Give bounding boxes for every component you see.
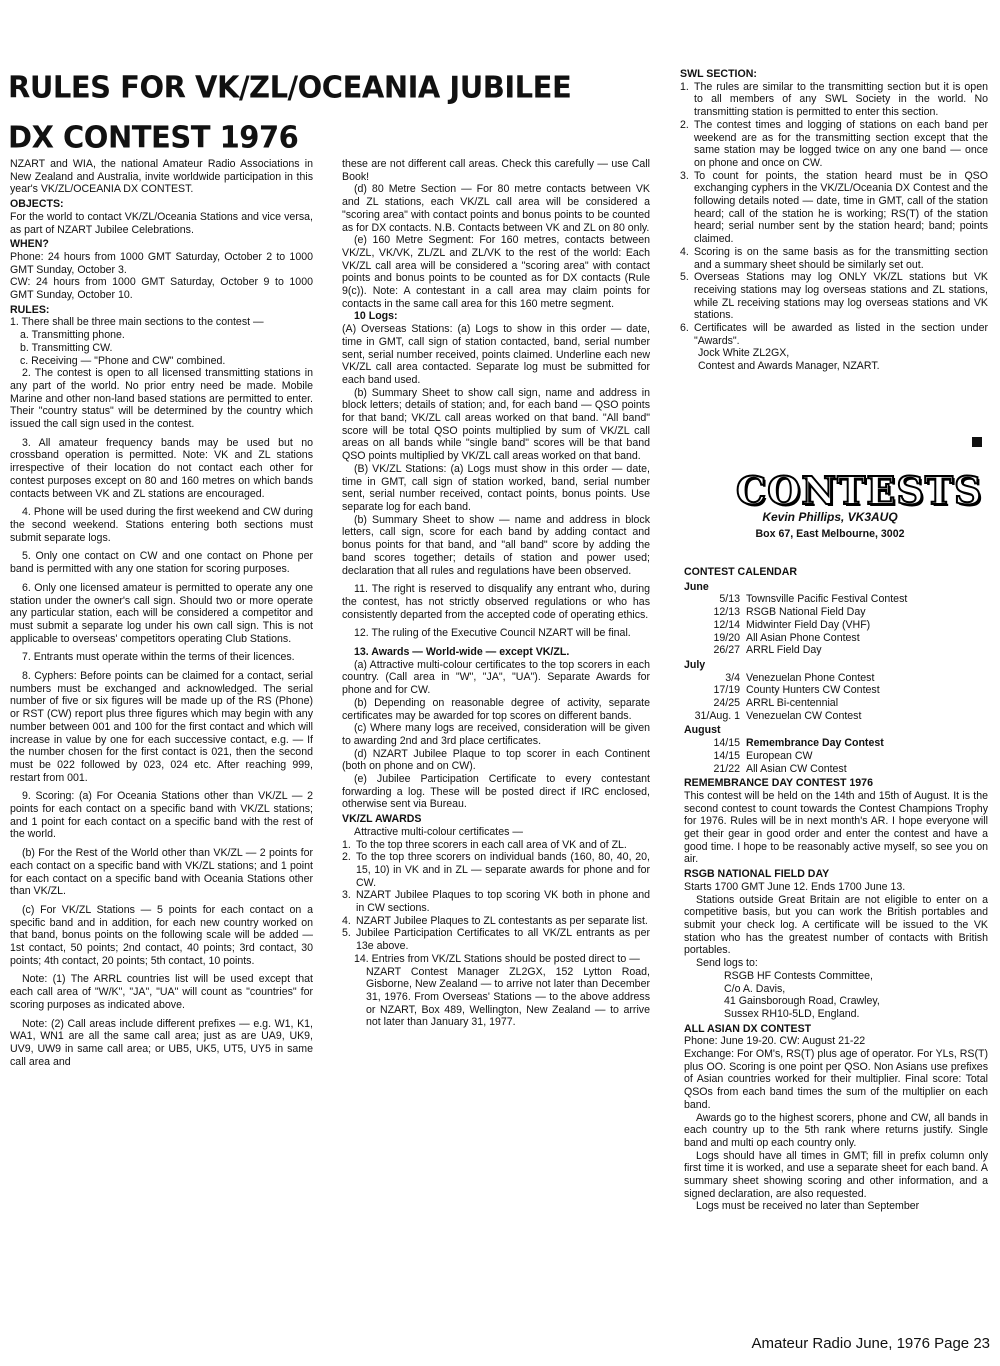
column-middle <box>342 158 650 1029</box>
calendar-entry <box>684 750 988 763</box>
rsgb-send-logs: Send logs to: <box>696 957 758 970</box>
calendar-date: 14/15 <box>713 749 740 762</box>
rule-9e: (e) 160 Metre Segment: For 160 metres, contacts between VK/ZL, VK/VK, ZL/ZL and ZL/VK to the rest of the world: Each VK/ZL call area will be considered a "scoring area" with contact points and bonus points to be counted as for DX contacts (Rule 9(c)). Note: A contestant in a call area may claim points for contacts in the same call area for this 160 metre segment. <box>342 234 650 310</box>
rule-13c: (c) Where many logs are received, consideration will be given to awarding 2nd and 3rd place certificates. <box>342 722 650 747</box>
contests-logo: CONTESTS <box>736 468 983 513</box>
calendar-event: Remembrance Day Contest <box>746 737 884 750</box>
calendar-entry <box>684 644 988 657</box>
calendar-date: 12/13 <box>713 606 740 619</box>
calendar-event: ARRL Bi-centennial <box>746 697 839 710</box>
all-asian-logs: Logs should have all times in GMT; fill in prefix column only first time it is worked, and use a separate sheet for each band. A summary sheet showing scoring and other information, and a signed declaration, are also requested. <box>684 1149 988 1200</box>
rule-14: 14. Entries from VK/ZL Stations should be posted direct to — <box>354 952 640 965</box>
rule-2: 2. The contest is open to all licensed transmitting stations in any part of the world. No prior entry need be made. Mobile Marine and other non-land based stations are permitted to enter. Their "country status" will be determined by the country which issued the call sign used in the contest. <box>10 367 313 431</box>
note-2: Note: (2) Call areas include different prefixes — e.g. W1, K1, WA1, WN1 are all the same call area; just as are UA9, UK9, UV9, UW9 in same call area; or UB5, UK5, UT5, UY5 in same call area and <box>10 1017 313 1068</box>
calendar-entry <box>684 737 988 750</box>
vkzl-award-5: 5. Jubilee Participation Certificates to all VK/ZL entrants as per 13e above. <box>342 927 650 953</box>
vkzl-award-2: 2. To the top three scorers on individual bands (160, 80, 40, 20, 15, 10) in VK and in ZL — separate awards for phone and for CW. <box>342 851 650 889</box>
calendar-date: 17/19 <box>713 684 740 697</box>
title-line-1: RULES FOR VK/ZL/OCEANIA JUBILEE <box>8 68 572 105</box>
rule-9-continued: these are not different call areas. Check this carefully — use Call Book! <box>342 158 650 183</box>
rule-9a: 9. Scoring: (a) For Oceania Stations other than VK/ZL — 2 points for each contact on a specific band with VK/ZL stations; and 1 point for each contact on a specific band with the rest of the world. <box>10 790 313 841</box>
rsgb-address-line: Sussex RH10-5LD, England. <box>724 1007 860 1020</box>
rule-1a: a. Transmitting phone. <box>20 329 125 342</box>
calendar-event: All Asian CW Contest <box>746 762 847 775</box>
end-of-article-mark <box>972 437 982 447</box>
rule-5: 5. Only one contact on CW and one contact on Phone per band is permitted with any one station for scoring purposes. <box>10 550 313 576</box>
phone-dates: Phone: 24 hours from 1000 GMT Saturday, October 2 to 1000 GMT Sunday, October 3. <box>10 250 313 276</box>
calendar-event: RSGB National Field Day <box>746 606 866 619</box>
rule-1: 1. There shall be three main sections to the contest — <box>10 316 264 329</box>
all-asian-awards: Awards go to the highest scorers, phone and CW, all bands in each country up to the 5th rank where returns justify. Single band and multi op each country only. <box>684 1111 988 1149</box>
month-august: August <box>684 724 721 737</box>
swl-rule-5: 5. Overseas Stations may log ONLY VK/ZL stations but VK receiving stations may log overseas stations and ZL stations, while ZL receiving stations may log overseas stations and VK stations. <box>680 271 988 322</box>
calendar-date: 26/27 <box>713 644 740 657</box>
calendar-event: Venezuelan CW Contest <box>746 709 862 722</box>
rule-13b: (b) Depending on reasonable degree of activity, separate certificates may be awarded for top scores on different bands. <box>342 696 650 722</box>
all-asian-deadline: Logs must be received no later than September <box>696 1200 920 1213</box>
rule-12: 12. The ruling of the Executive Council NZART will be final. <box>354 627 631 640</box>
all-asian-dates: Phone: June 19-20. CW: August 21-22 <box>684 1035 866 1048</box>
rsgb-address-line: C/o A. Davis, <box>724 982 786 995</box>
calendar-entry <box>684 593 988 606</box>
month-june: June <box>684 580 709 593</box>
swl-heading: SWL SECTION: <box>680 68 757 80</box>
calendar-event: Midwinter Field Day (VHF) <box>746 618 871 631</box>
contests-column <box>684 564 988 1213</box>
author-address: Box 67, East Melbourne, 3002 <box>755 528 905 540</box>
calendar-event: ARRL Field Day <box>746 644 822 657</box>
rules-heading: RULES: <box>10 303 50 316</box>
calendar-date: 12/14 <box>713 618 740 631</box>
rsgb-address <box>684 970 988 1021</box>
column-author: Kevin Phillips, VK3AUQ <box>762 510 898 524</box>
intro-paragraph: NZART and WIA, the national Amateur Radio Associations in New Zealand and Australia, invite worldwide participation in this year's VK/ZL/OCEANIA DX CONTEST. <box>10 158 313 196</box>
calendar-event: Venezuelan Phone Contest <box>746 671 875 684</box>
rsgb-times: Starts 1700 GMT June 12. Ends 1700 June 13. <box>684 880 906 893</box>
vkzl-award-4: 4. NZART Jubilee Plaques to ZL contestants as per separate list. <box>342 914 648 927</box>
calendar-event: County Hunters CW Contest <box>746 684 880 697</box>
article-title <box>8 62 648 163</box>
calendar-date: 5/13 <box>719 593 740 606</box>
rule-14-address: NZART Contest Manager ZL2GX, 152 Lytton Road, Gisborne, New Zealand — to arrive not later than December 31, 1976. From Overseas' Stations — to the above address or NZART, Box 489, Wellington, New Zealand — to arrive not later than January 31, 1977. <box>366 965 650 1029</box>
column-left <box>10 158 313 1068</box>
swl-rule-1: 1. The rules are similar to the transmitting section but it is open to all members of any SWL Society in the world. No transmitting station is permitted to enter this section. <box>680 80 988 119</box>
rule-13a: (a) Attractive multi-colour certificates to the top scorers in each country. (Call area in "W", "JA", "UA"). Separate Awards for phone and for CW. <box>342 658 650 697</box>
calendar-entry <box>684 763 988 776</box>
signature-title: Contest and Awards Manager, NZART. <box>698 360 880 373</box>
objects-paragraph: For the world to contact VK/ZL/Oceania Stations and vice versa, as part of NZART Jubilee Celebrations. <box>10 210 313 236</box>
rule-9c: (c) For VK/ZL Stations — 5 points for each contact on a specific band and in addition, for each new country worked on that band, bonus points on the following scale will be added — 1st contact, 50 points; 2nd contact, 40 points; 3rd contact, 30 points; 4th contact, 20 points; 5th contact, 10 points. <box>10 903 313 967</box>
rule-9d: (d) 80 Metre Section — For 80 metre contacts between VK and ZL stations, each VK/ZL call area will be considered a "scoring area" with contact points and bonus points to be counted as for DX contacts. N.B. Contacts between VK and ZL on 80 only. <box>342 183 650 234</box>
column-right <box>680 66 988 373</box>
rule-7: 7. Entrants must operate within the terms of their licences. <box>22 651 295 664</box>
calendar-date: 14/15 <box>713 737 740 750</box>
swl-rule-2: 2. The contest times and logging of stations on each band per weekend are as for the transmitting section except that the same station may be logged twice on any one band — once on phone and once on CW. <box>680 118 988 169</box>
title-line-2: DX CONTEST 1976 <box>8 119 299 156</box>
calendar-date: 21/22 <box>713 762 740 775</box>
rsgb-address-line: 41 Gainsborough Road, Crawley, <box>724 995 880 1008</box>
rule-10A: (A) Overseas Stations: (a) Logs to show in this order — date, time in GMT, call sign of station contacted, band, serial number sent, serial number received, points claimed. Underline each new VK/ZL call area contacted. Separate log must be submitted for each band used. <box>342 323 650 386</box>
rule-10A-b: (b) Summary Sheet to show call sign, name and address in block letters; details of station; and, for each band — QSO points for that band; VK/ZL call areas worked on that band. "All band" score will be total QSO points multiplied by sum of VK/ZL call areas on all bands while "single band" scores will be that band QSO points multiplied by VK/ZL call areas worked on that band. <box>342 386 650 463</box>
calendar-entry <box>684 632 988 645</box>
rsgb-heading: RSGB NATIONAL FIELD DAY <box>684 868 830 881</box>
when-heading: WHEN? <box>10 238 49 251</box>
rule-13: 13. Awards — World-wide — except VK/ZL. <box>354 646 570 659</box>
rule-10B-b: (b) Summary Sheet to show — name and address in block letters, call sign, score for each band by adding contact and bonus points for that band, and "all band" score by adding the band scores together; details of station and power used; declaration that all rules and regulations have been observed. <box>342 513 650 577</box>
calendar-date: 3/4 <box>725 671 740 684</box>
rule-3: 3. All amateur frequency bands may be used but no crossband operation is permitted. Note: VK and ZL stations irrespective of their location do not contact each other for contest purposes except on 80 and 160 metres on which bands contacts between VK and ZL stations are encouraged. <box>10 436 313 500</box>
rule-1b: b. Transmitting CW. <box>20 341 113 354</box>
note-1: Note: (1) The ARRL countries list will be used except that each call area of "W/K", "JA", "UA" will count as "countries" for scoring purposes as indicated above. <box>10 973 313 1011</box>
rsgb-paragraph: Stations outside Great Britain are not eligible to enter on a competitive basis, but you can work the British portables and submit your check log. A certificate will be issued to the VK station who has the greatest number of contacts with British portables. <box>684 893 988 957</box>
swl-rule-4: 4. Scoring is on the same basis as for the transmitting section and a summary sheet should be similarly set out. <box>680 245 988 271</box>
page-footer: Amateur Radio June, 1976 Page 23 <box>751 1335 990 1352</box>
rsgb-address-line: RSGB HF Contests Committee, <box>724 969 873 982</box>
remembrance-heading: REMEMBRANCE DAY CONTEST 1976 <box>684 777 873 790</box>
calendar-event: Townsville Pacific Festival Contest <box>746 593 908 606</box>
vkzl-awards-heading: VK/ZL AWARDS <box>342 813 422 826</box>
rule-10B: (B) VK/ZL Stations: (a) Logs must show in this order — date, time in GMT, call sign of station worked, band, serial number sent, serial number received, contact points, bonus points. Use separate log for each band. <box>342 462 650 513</box>
rule-13d: (d) NZART Jubilee Plaque to top scorer in each Continent (both on phone and on CW). <box>342 747 650 773</box>
calendar-entry <box>684 710 988 723</box>
calendar-date: 31/Aug. 1 <box>694 709 740 722</box>
rule-1c: c. Receiving — "Phone and CW" combined. <box>20 354 226 367</box>
all-asian-exchange: Exchange: For OM's, RS(T) plus age of operator. For YLs, RS(T) plus OO. Scoring is one point per QSO. Non Asians use prefixes of Asian countries worked for their multiplier. Final score: Total QSOs from each band times the sum of the multiplier on each band. <box>684 1048 988 1111</box>
vkzl-award-3: 3. NZART Jubilee Plaques to top scoring VK both in phone and in CW sections. <box>342 889 650 915</box>
rule-13e: (e) Jubilee Participation Certificate to every contestant forwarding a log. These will be posted direct if IRC enclosed, otherwise sent via Bureau. <box>342 773 650 811</box>
all-asian-heading: ALL ASIAN DX CONTEST <box>684 1022 812 1035</box>
signature-name: Jock White ZL2GX, <box>698 347 790 360</box>
remembrance-paragraph: This contest will be held on the 14th and 15th of August. It is the second contest to count towards the Contest Champions Trophy for 1976. Rules will be in next month's AR. I hope everyone will get their gear in good order and enter the contest and have a good time. I hope to be reasonably active myself, so see you on air. <box>684 789 988 866</box>
vkzl-award-1: 1. To the top three scorers in each call area of VK and of ZL. <box>342 838 627 851</box>
objects-heading: OBJECTS: <box>10 198 64 211</box>
month-july: July <box>684 658 706 671</box>
rule-10-heading: 10 Logs: <box>354 310 398 323</box>
calendar-entry <box>684 606 988 619</box>
rule-4: 4. Phone will be used during the first weekend and CW during the second weekend. Stations entering both sections must submit separate logs. <box>10 506 313 544</box>
august-contests <box>684 737 988 775</box>
july-contests <box>684 672 988 723</box>
calendar-event: European CW <box>746 749 813 762</box>
calendar-date: 24/25 <box>713 697 740 710</box>
vkzl-awards-intro: Attractive multi-colour certificates — <box>354 825 523 838</box>
rule-9b: (b) For the Rest of the World other than VK/ZL — 2 points for each contact on a specific band with VK/ZL stations; and 1 point for each contact on a specific band with Oceania Stations other than VK/ZL. <box>10 847 313 898</box>
swl-rule-6: 6. Certificates will be awarded as listed in the section under "Awards". <box>680 322 988 347</box>
calendar-entry <box>684 684 988 697</box>
swl-rule-3: 3. To count for points, the station heard must be in QSO exchanging cyphers in the VK/ZL/Oceania DX Contest and the following details noted — date, time in GMT, call of the station heard; call of the station he is working; RS(T) of the station heard; serial number sent by the station heard; band; points claimed. <box>680 169 988 246</box>
calendar-event: All Asian Phone Contest <box>746 631 860 644</box>
calendar-entry <box>684 619 988 632</box>
calendar-date: 19/20 <box>713 631 740 644</box>
rule-11: 11. The right is reserved to disqualify any entrant who, during the contest, has not strictly observed regulations or who has consistently departed from the accepted code of operating ethics. <box>342 583 650 621</box>
calendar-entry <box>684 697 988 710</box>
calendar-heading: CONTEST CALENDAR <box>684 566 797 578</box>
rule-8: 8. Cyphers: Before points can be claimed for a contact, serial numbers must be exchanged and acknowledged. The serial number of five or six figures will be made up of the RS (Phone) or RST (CW) report plus three figures which may begin with any number between 001 and 100 for the first contact and which will increase in value by one for each successive contact, e.g. — If the number chosen for the first contact is 021, then the second must be 022 followed by 023, 024 etc. After reaching 999, restart from 001. <box>10 670 313 784</box>
cw-dates: CW: 24 hours from 1000 GMT Saturday, October 9 to 1000 GMT Sunday, October 10. <box>10 276 313 302</box>
june-contests <box>684 593 988 657</box>
rule-6: 6. Only one licensed amateur is permitted to operate any one station under the owner's call sign. Should two or more operate any particular station, each will be considered a competitor and must submit a separate log under his own call sign. This is not applicable to overseas' competitors operating Club Stations. <box>10 581 313 645</box>
calendar-entry <box>684 672 988 685</box>
